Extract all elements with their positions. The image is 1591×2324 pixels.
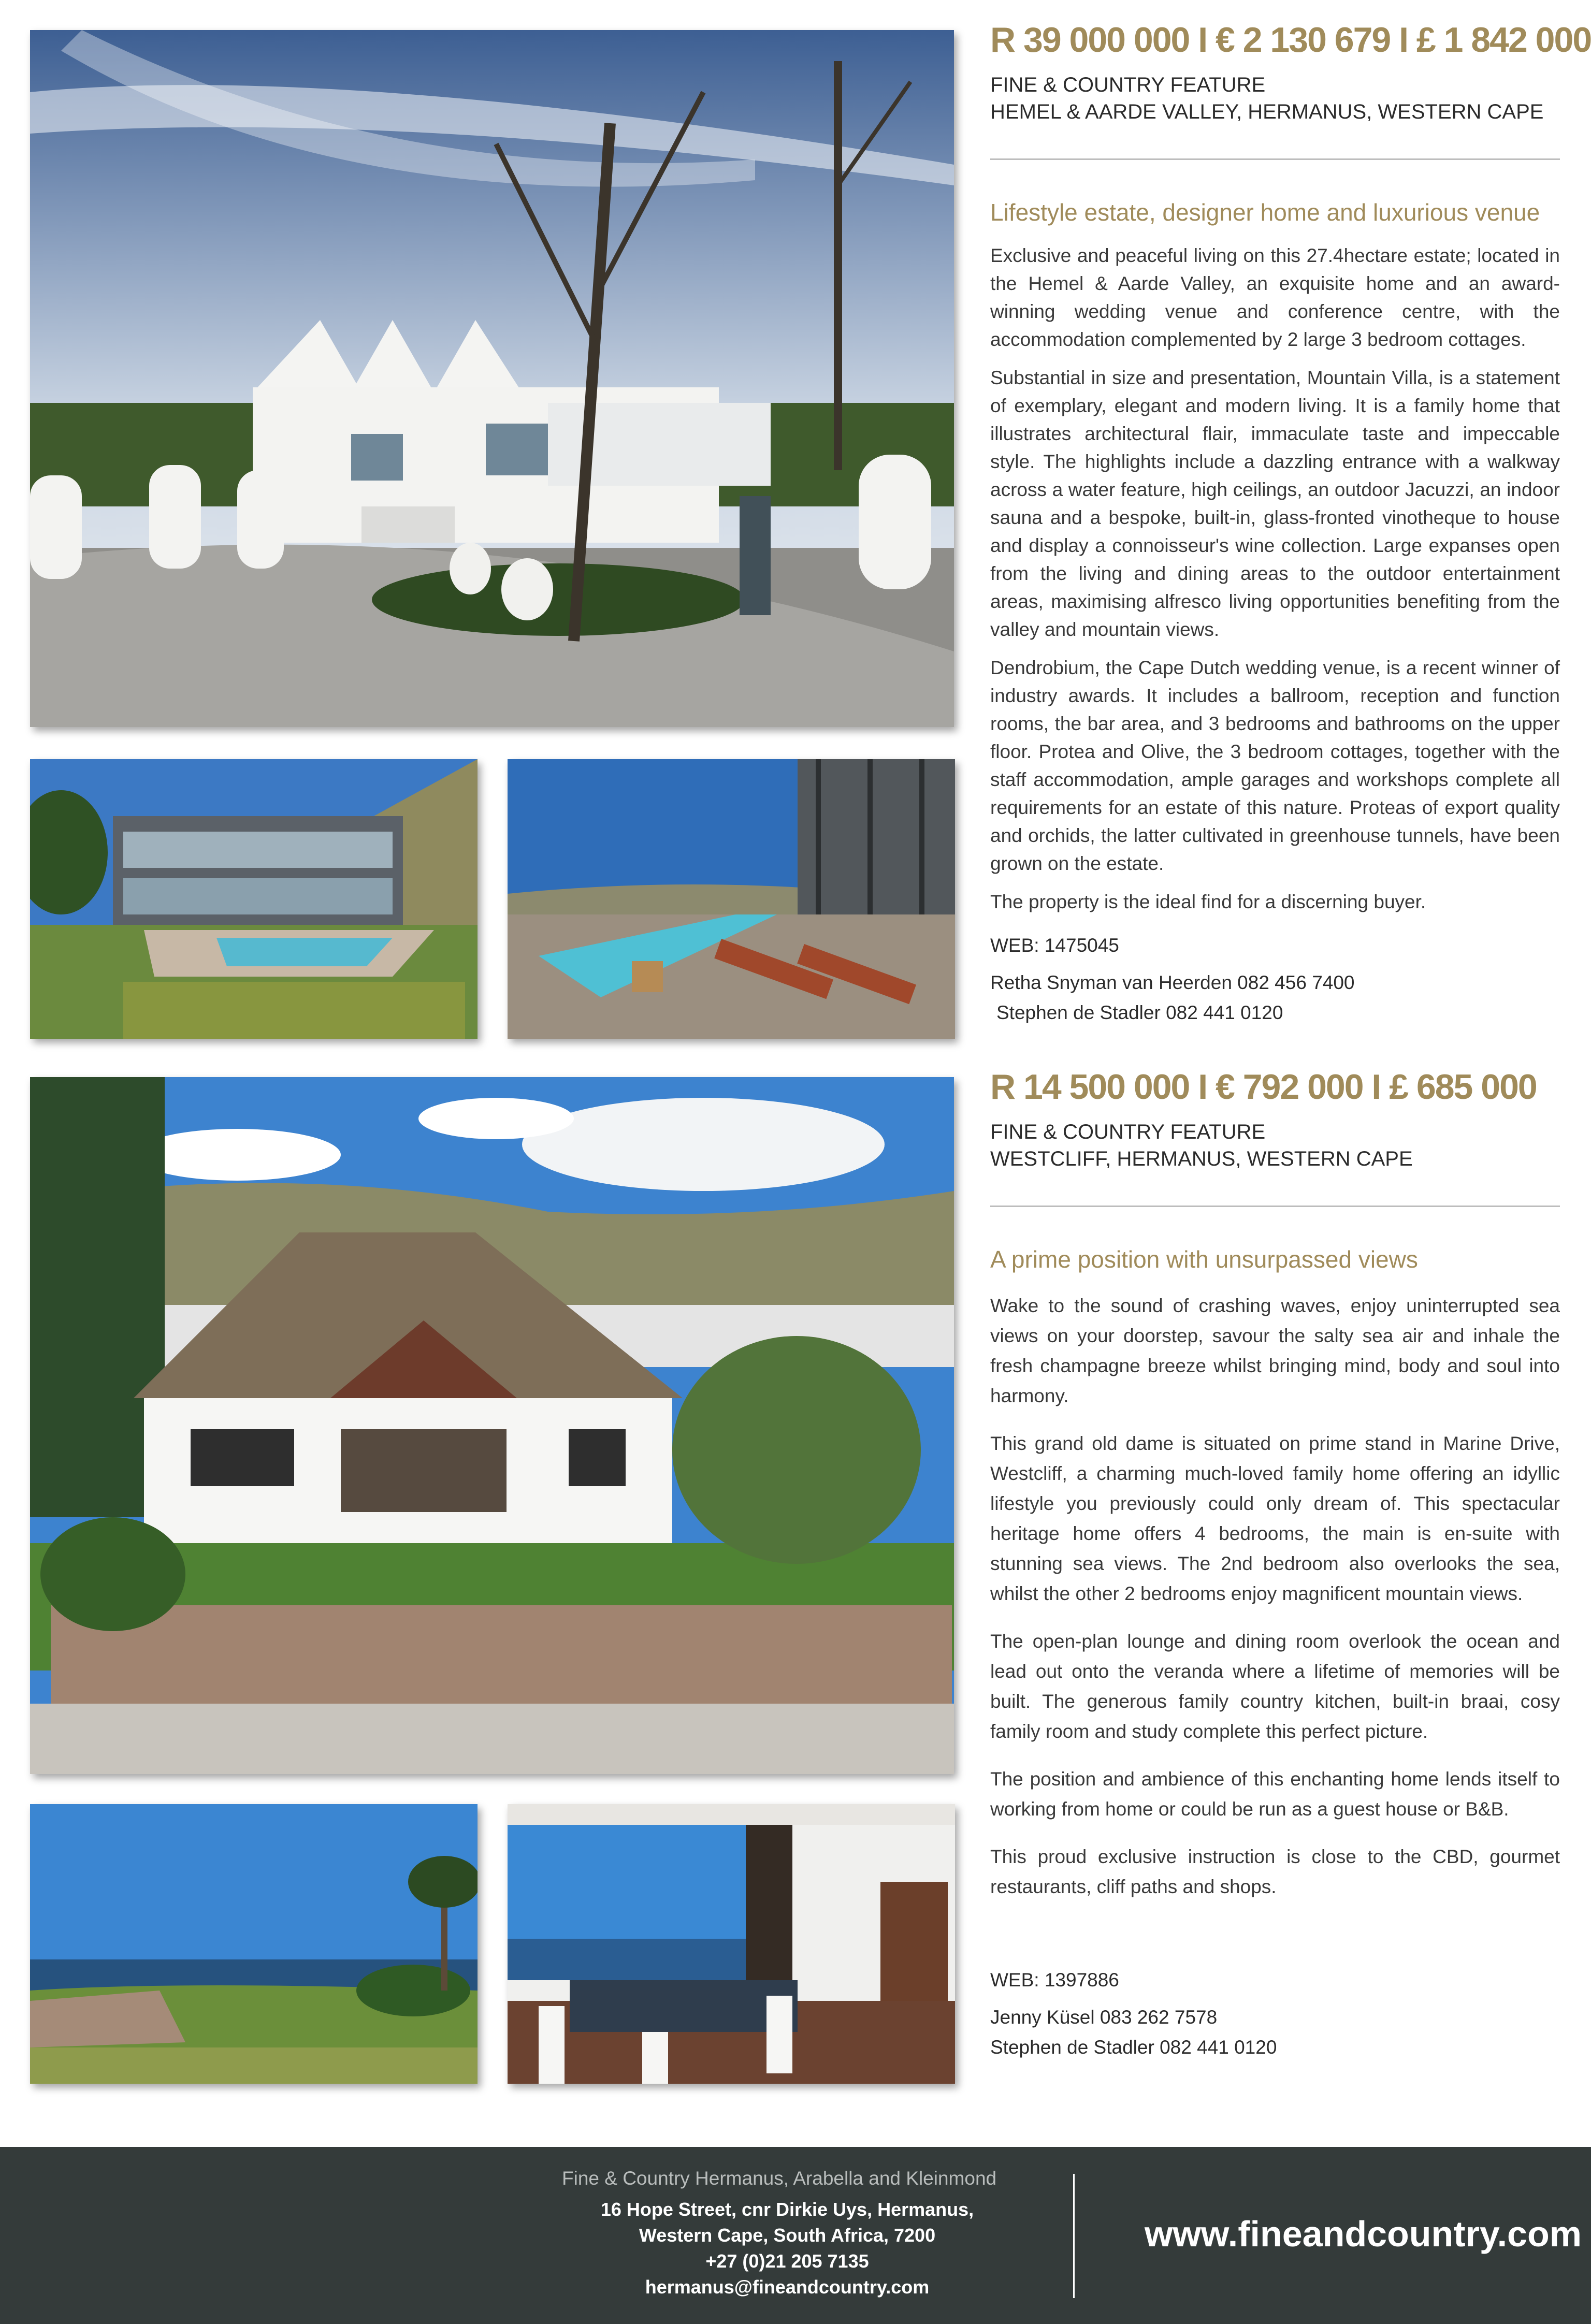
listing-2-paragraph: This proud exclusive instruction is close to the CBD, gourmet restaurants, cliff paths and shops.: [990, 1846, 1560, 1897]
listing-2-details: [990, 1067, 1560, 2062]
footer-website-link[interactable]: www.fineandcountry.com: [1145, 2214, 1582, 2254]
listing-1-price: R 39 000 000 I € 2 130 679 I £ 1 842 000: [990, 20, 1591, 60]
listing-1-headline: Lifestyle estate, designer home and luxurious venue: [990, 199, 1540, 226]
footer-email-link[interactable]: hermanus@fineandcountry.com: [645, 2276, 930, 2298]
photo-villa-pool-exterior: [30, 759, 478, 1039]
listing-2-feature-label: FINE & COUNTRY FEATURE: [990, 1121, 1266, 1143]
listing-2-price: R 14 500 000 I € 792 000 I £ 685 000: [990, 1067, 1537, 1107]
listing-1-feature-label: FINE & COUNTRY FEATURE: [990, 74, 1266, 96]
listing-2-agent: Stephen de Stadler 082 441 0120: [990, 2037, 1277, 2058]
listing-2-divider: [990, 1205, 1560, 1207]
footer: [0, 2147, 1591, 2324]
footer-address-line: 16 Hope Street, cnr Dirkie Uys, Hermanus,: [600, 2199, 974, 2220]
listing-1-agent: Stephen de Stadler 082 441 0120: [996, 1002, 1283, 1023]
listing-2-web-ref: WEB: 1397886: [990, 1969, 1119, 1991]
listing-1-paragraph: Exclusive and peaceful living on this 27.4hectare estate; located in the Hemel & Aarde Valley, an exquisite home and an award-winning wedding venue and conference centre, with the accommodation complemented by 2 large 3 bedroom cottages.: [990, 245, 1560, 350]
footer-contact-block: [575, 2197, 1000, 2300]
listing-1-description: [990, 242, 1560, 916]
main-photo-westcliff-cottage: [30, 1077, 954, 1774]
listing-2-paragraph: Wake to the sound of crashing waves, enjoy uninterrupted sea views on your doorstep, savour the salty sea air and inhale the fresh champagne breeze whilst bringing mind, body and soul into harmony.: [990, 1295, 1560, 1406]
listing-1-divider: [990, 158, 1560, 160]
listing-2-description: [990, 1291, 1560, 1902]
listing-1-location: HEMEL & AARDE VALLEY, HERMANUS, WESTERN CAPE: [990, 100, 1544, 123]
listing-1-paragraph: Dendrobium, the Cape Dutch wedding venue, is a recent winner of industry awards. It includes a ballroom, reception and function rooms, the bar area, and 3 bedrooms and bathrooms on the upper floor. Protea and Olive, the 3 bedroom cottages, together with the staff accommodation, ample garages and workshops complete all requirements for an estate of this nature. Proteas of export quality and orchids, the latter cultivated in greenhouse tunnels, have been grown on the estate.: [990, 657, 1560, 874]
footer-address-line: Western Cape, South Africa, 7200: [639, 2225, 936, 2246]
listing-2-agent: Jenny Küsel 083 262 7578: [990, 2007, 1218, 2028]
listing-1-paragraph: The property is the ideal find for a discerning buyer.: [990, 891, 1426, 912]
listing-2-paragraph: The open-plan lounge and dining room overlook the ocean and lead out onto the veranda where a lifetime of memories will be built. The generous family country kitchen, built-in braai, cosy family room and study complete this perfect picture.: [990, 1631, 1560, 1742]
listing-1-details: [990, 20, 1591, 1028]
listing-1-paragraph: Substantial in size and presentation, Mountain Villa, is a statement of exemplary, elegant and modern living. It is a family home that illustrates architectural flair, immaculate taste and impeccable style. The highlights include a dazzling entrance with a walkway across a water feature, high ceilings, an outdoor Jacuzzi, an indoor sauna and a bespoke, built-in, glass-fronted vinotheque to house and display a connoisseur's wine collection. Large expanses open from the living and dining areas to the outdoor entertainment areas, maximising alfresco living opportunities benefiting from the valley and mountain views.: [990, 367, 1560, 640]
footer-divider: [1073, 2174, 1075, 2298]
photo-veranda-dining: [508, 1804, 955, 2084]
listing-1-agent: Retha Snyman van Heerden 082 456 7400: [990, 972, 1355, 993]
footer-phone[interactable]: +27 (0)21 205 7135: [705, 2250, 869, 2272]
photo-villa-lap-pool: [508, 759, 955, 1039]
main-photo-mountain-villa: [30, 30, 954, 727]
footer-office-name: Fine & Country Hermanus, Arabella and Kleinmond: [562, 2168, 997, 2189]
listing-2-headline: A prime position with unsurpassed views: [990, 1246, 1418, 1273]
listing-2-paragraph: The position and ambience of this enchanting home lends itself to working from home or could be run as a guest house or B&B.: [990, 1768, 1560, 1820]
photo-sea-view-garden: [30, 1804, 478, 2084]
listing-2-paragraph: This grand old dame is situated on prime stand in Marine Drive, Westcliff, a charming much-loved family home offering an idyllic lifestyle you previously could only dream of. This spectacular heritage home offers 4 bedrooms, the main is en-suite with stunning sea views. The 2nd bedroom also overlooks the sea, whilst the other 2 bedrooms enjoy magnificent mountain views.: [990, 1433, 1560, 1604]
listing-1-web-ref: WEB: 1475045: [990, 935, 1119, 956]
listing-2-location: WESTCLIFF, HERMANUS, WESTERN CAPE: [990, 1148, 1413, 1170]
